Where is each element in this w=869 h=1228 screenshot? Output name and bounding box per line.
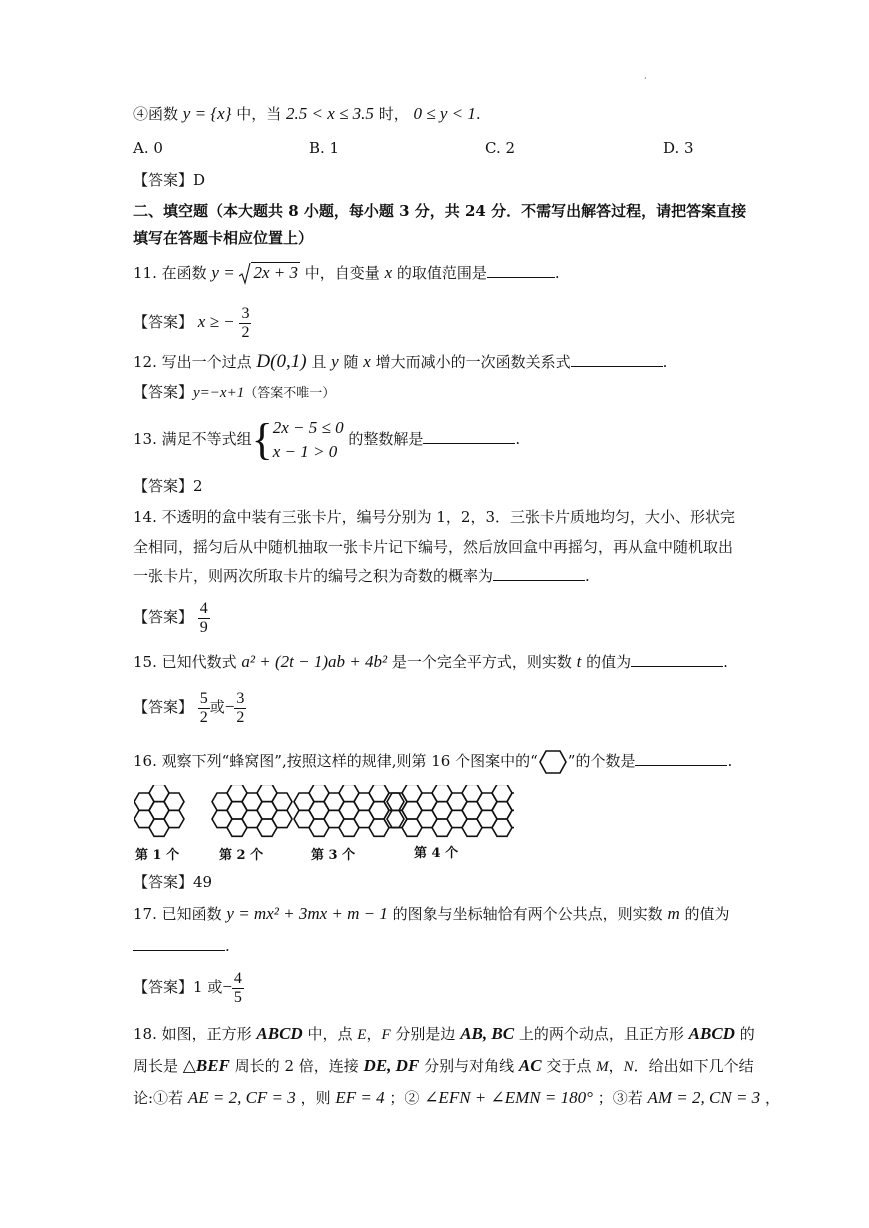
figure-label-4: 第 4 个 <box>414 846 459 861</box>
honeycomb-cell <box>507 810 514 827</box>
q11-answer: 【答案】 x ≥ − $\frac{3}{2}$ <box>133 304 250 341</box>
q18-line2: 周长是 △BEF 周长的 2 倍，连接 DE, DF 分别与对角线 AC 交于点 M，N．给出如下几个结 <box>133 1056 754 1075</box>
q15-question: 15. 已知代数式 a² + (2t − 1)ab + 4b² 是一个完全平方式，则实数 t 的值为 . <box>133 652 728 671</box>
option-c: C. 2 <box>485 139 516 157</box>
figure-label-3: 第 3 个 <box>311 848 356 863</box>
header-mark: · <box>644 74 647 83</box>
q17-answer: 【答案】1 或− $\frac{4}{5}$ <box>133 969 242 1006</box>
q17-question: 17. 已知函数 y = mx² + 3mx + m − 1 的图象与坐标轴恰有两个公共点，则实数 m 的值为 <box>133 904 730 923</box>
option-a: A. 0 <box>133 139 163 157</box>
inequality-system: 2x − 5 ≤ 0 x − 1 > 0 <box>272 418 344 461</box>
sqrt-expression: 2x + 3 <box>239 262 300 286</box>
fraction: $\frac{4}{9}$ <box>199 599 208 636</box>
answer-blank <box>487 263 555 278</box>
answer-blank <box>635 751 727 766</box>
q16-question: 16. 观察下列“蜂窝图”,按照这样的规律,则第 16 个图案中的“ ”的个数是 . <box>133 749 732 775</box>
q15-answer: 【答案】 $\frac{5}{2}$ 或− $\frac{3}{2}$ <box>133 689 245 726</box>
q18-line1: 18. 如图，正方形 ABCD 中，点 E，F 分别是边 AB, BC 上的两个动点，且正方形 ABCD 的 <box>133 1024 755 1043</box>
honeycomb-cell <box>164 810 184 827</box>
option-d: D. 3 <box>663 139 694 157</box>
option-b: B. 1 <box>309 139 340 157</box>
honeycomb-cell <box>272 810 292 827</box>
q11-question: 11. 在函数 y = 2x + 3 中，自变量 x 的取值范围是 . <box>133 262 560 286</box>
q10-answer: 【答案】D <box>133 171 206 189</box>
section2-heading-line1: 二、填空题（本大题共 8 小题，每小题 3 分，共 24 分．不需写出解答过程，请把答案直接 <box>133 202 747 220</box>
q14-line1: 14. 不透明的盒中装有三张卡片，编号分别为 1，2，3．三张卡片质地均匀，大小、形状完 <box>133 508 736 526</box>
q10-item4: ④函数 y = {x} 中，当 2.5 < x ≤ 3.5 时， 0 ≤ y < 1. <box>133 104 481 123</box>
fraction: $\frac{4}{5}$ <box>233 969 242 1006</box>
fraction: $\frac{5}{2}$ <box>199 689 208 726</box>
q13-answer: 【答案】2 <box>133 477 203 495</box>
section2-heading-line2: 填写在答题卡相应位置上） <box>133 229 314 247</box>
q14-line3: 一张卡片，则两次所取卡片的编号之积为奇数的概率为 . <box>133 567 590 585</box>
q12-question: 12. 写出一个过点 D(0,1) 且 y 随 x 增大而减小的一次函数关系式 . <box>133 351 668 372</box>
answer-blank <box>423 429 515 444</box>
honeycomb-cell <box>164 793 184 810</box>
answer-blank <box>493 566 585 581</box>
q13-question: 13. 满足不等式组{ 2x − 5 ≤ 0 x − 1 > 0 的整数解是 . <box>133 415 521 464</box>
hexagon-icon <box>538 749 568 775</box>
answer-blank <box>133 936 225 951</box>
honeycomb-cell <box>507 793 514 810</box>
fraction: $\frac{3}{2}$ <box>241 304 250 341</box>
q12-answer: 【答案】y=−x+1（答案不唯一） <box>133 383 336 401</box>
q18-line3: 论:①若 AE = 2, CF = 3 ，则 EF = 4 ；② ∠EFN + ∠EMN = 180° ；③若 AM = 2, CN = 3 ， <box>133 1088 780 1107</box>
q16-answer: 【答案】49 <box>133 873 213 891</box>
figure-label-1: 第 1 个 <box>135 848 180 863</box>
q14-line2: 全相同，摇匀后从中随机抽取一张卡片记下编号，然后放回盒中再摇匀，再从盒中随机取出 <box>133 538 734 556</box>
system-brace: { <box>251 415 273 464</box>
honeycomb-cell <box>272 793 292 810</box>
q14-answer: 【答案】 $\frac{4}{9}$ <box>133 599 208 636</box>
figure-label-2: 第 2 个 <box>219 848 264 863</box>
fraction: $\frac{3}{2}$ <box>236 689 245 726</box>
answer-blank <box>631 652 723 667</box>
answer-blank <box>571 352 663 367</box>
q17-blank-line: . <box>133 936 230 956</box>
